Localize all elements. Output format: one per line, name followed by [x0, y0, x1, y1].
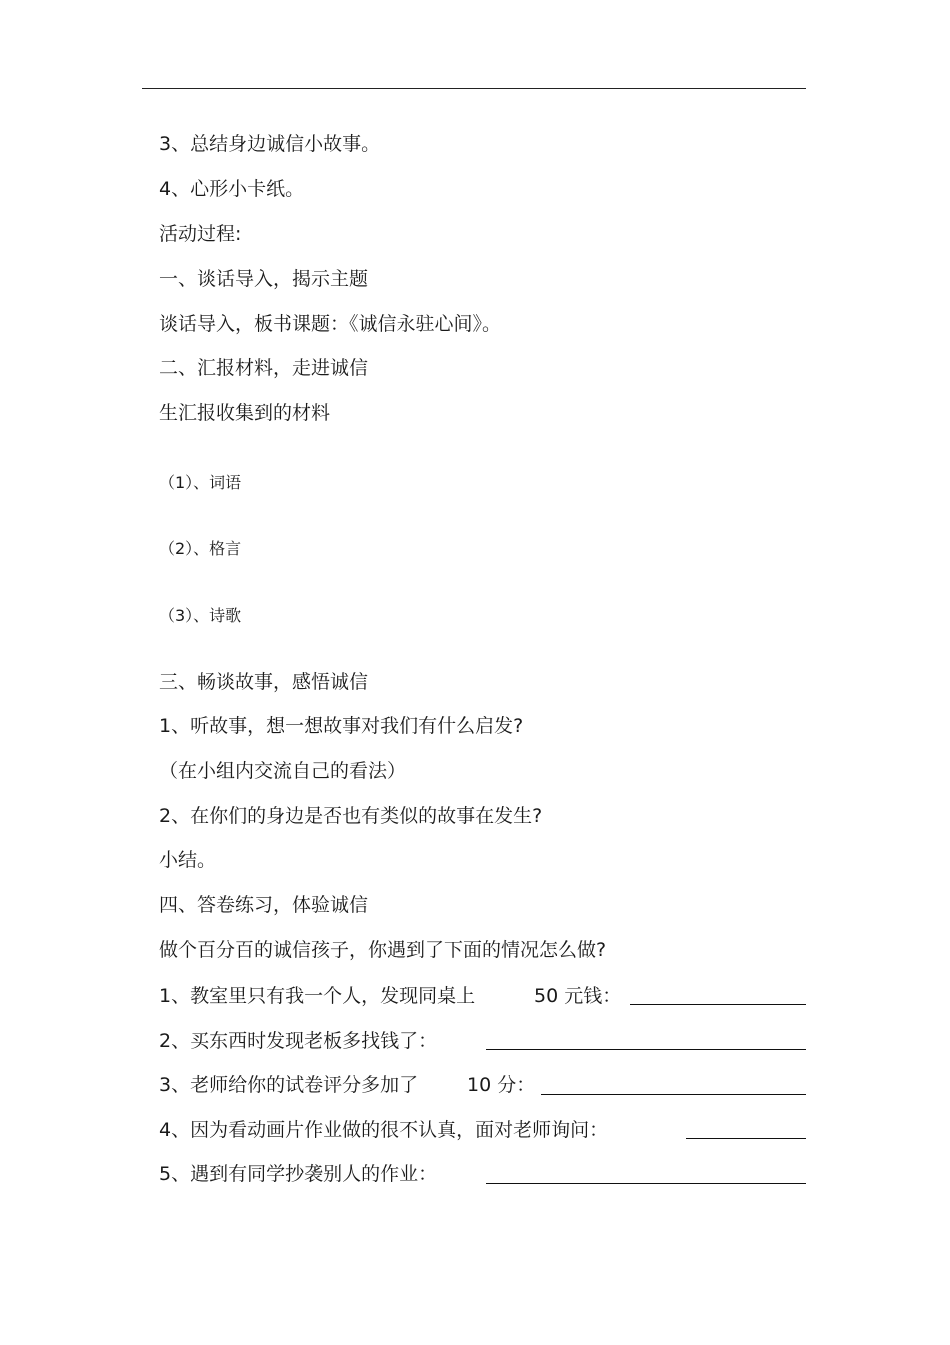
answer-blank-5[interactable] [486, 1183, 806, 1184]
question-3-text: 3、老师给你的试卷评分多加了 [159, 1074, 419, 1096]
material-item-4: 4、心形小卡纸。 [159, 178, 305, 200]
question-1-text: 1、教室里只有我一个人，发现同桌上 [159, 985, 476, 1007]
section-heading-1: 一、谈话导入，揭示主题 [159, 268, 369, 290]
material-item-3: 3、总结身边诚信小故事。 [159, 133, 381, 155]
section-heading-4: 四、答卷练习，体验诚信 [159, 894, 369, 916]
section-3-note: （在小组内交流自己的看法） [159, 760, 407, 782]
section-4-intro: 做个百分百的诚信孩子，你遇到了下面的情况怎么做? [159, 939, 607, 961]
question-4-text: 4、因为看动画片作业做的很不认真，面对老师询问： [159, 1119, 609, 1141]
summary-text: 小结。 [159, 849, 217, 871]
question-1-amount: 50 元钱： [534, 985, 622, 1007]
section-2-text: 生汇报收集到的材料 [159, 402, 331, 424]
section-heading-3: 三、畅谈故事，感悟诚信 [159, 671, 369, 693]
header-rule [142, 88, 806, 89]
section-1-text: 谈话导入，板书课题：《诚信永驻心间》。 [159, 313, 502, 335]
question-2-text: 2、买东西时发现老板多找钱了： [159, 1030, 438, 1052]
answer-blank-1[interactable] [630, 1004, 806, 1005]
answer-blank-4[interactable] [686, 1138, 806, 1139]
question-3-amount: 10 分： [467, 1074, 536, 1096]
sub-item-poems: （3）、诗歌 [159, 606, 242, 625]
question-5-text: 5、遇到有同学抄袭别人的作业： [159, 1163, 438, 1185]
answer-blank-2[interactable] [486, 1049, 806, 1050]
section-heading-2: 二、汇报材料，走进诚信 [159, 357, 369, 379]
section-3-item-1: 1、听故事，想一想故事对我们有什么启发? [159, 715, 524, 737]
sub-item-mottos: （2）、格言 [159, 539, 242, 558]
process-heading: 活动过程: [159, 223, 242, 245]
section-3-item-2: 2、在你们的身边是否也有类似的故事在发生? [159, 805, 543, 827]
answer-blank-3[interactable] [541, 1094, 806, 1095]
sub-item-words: （1）、词语 [159, 473, 242, 492]
